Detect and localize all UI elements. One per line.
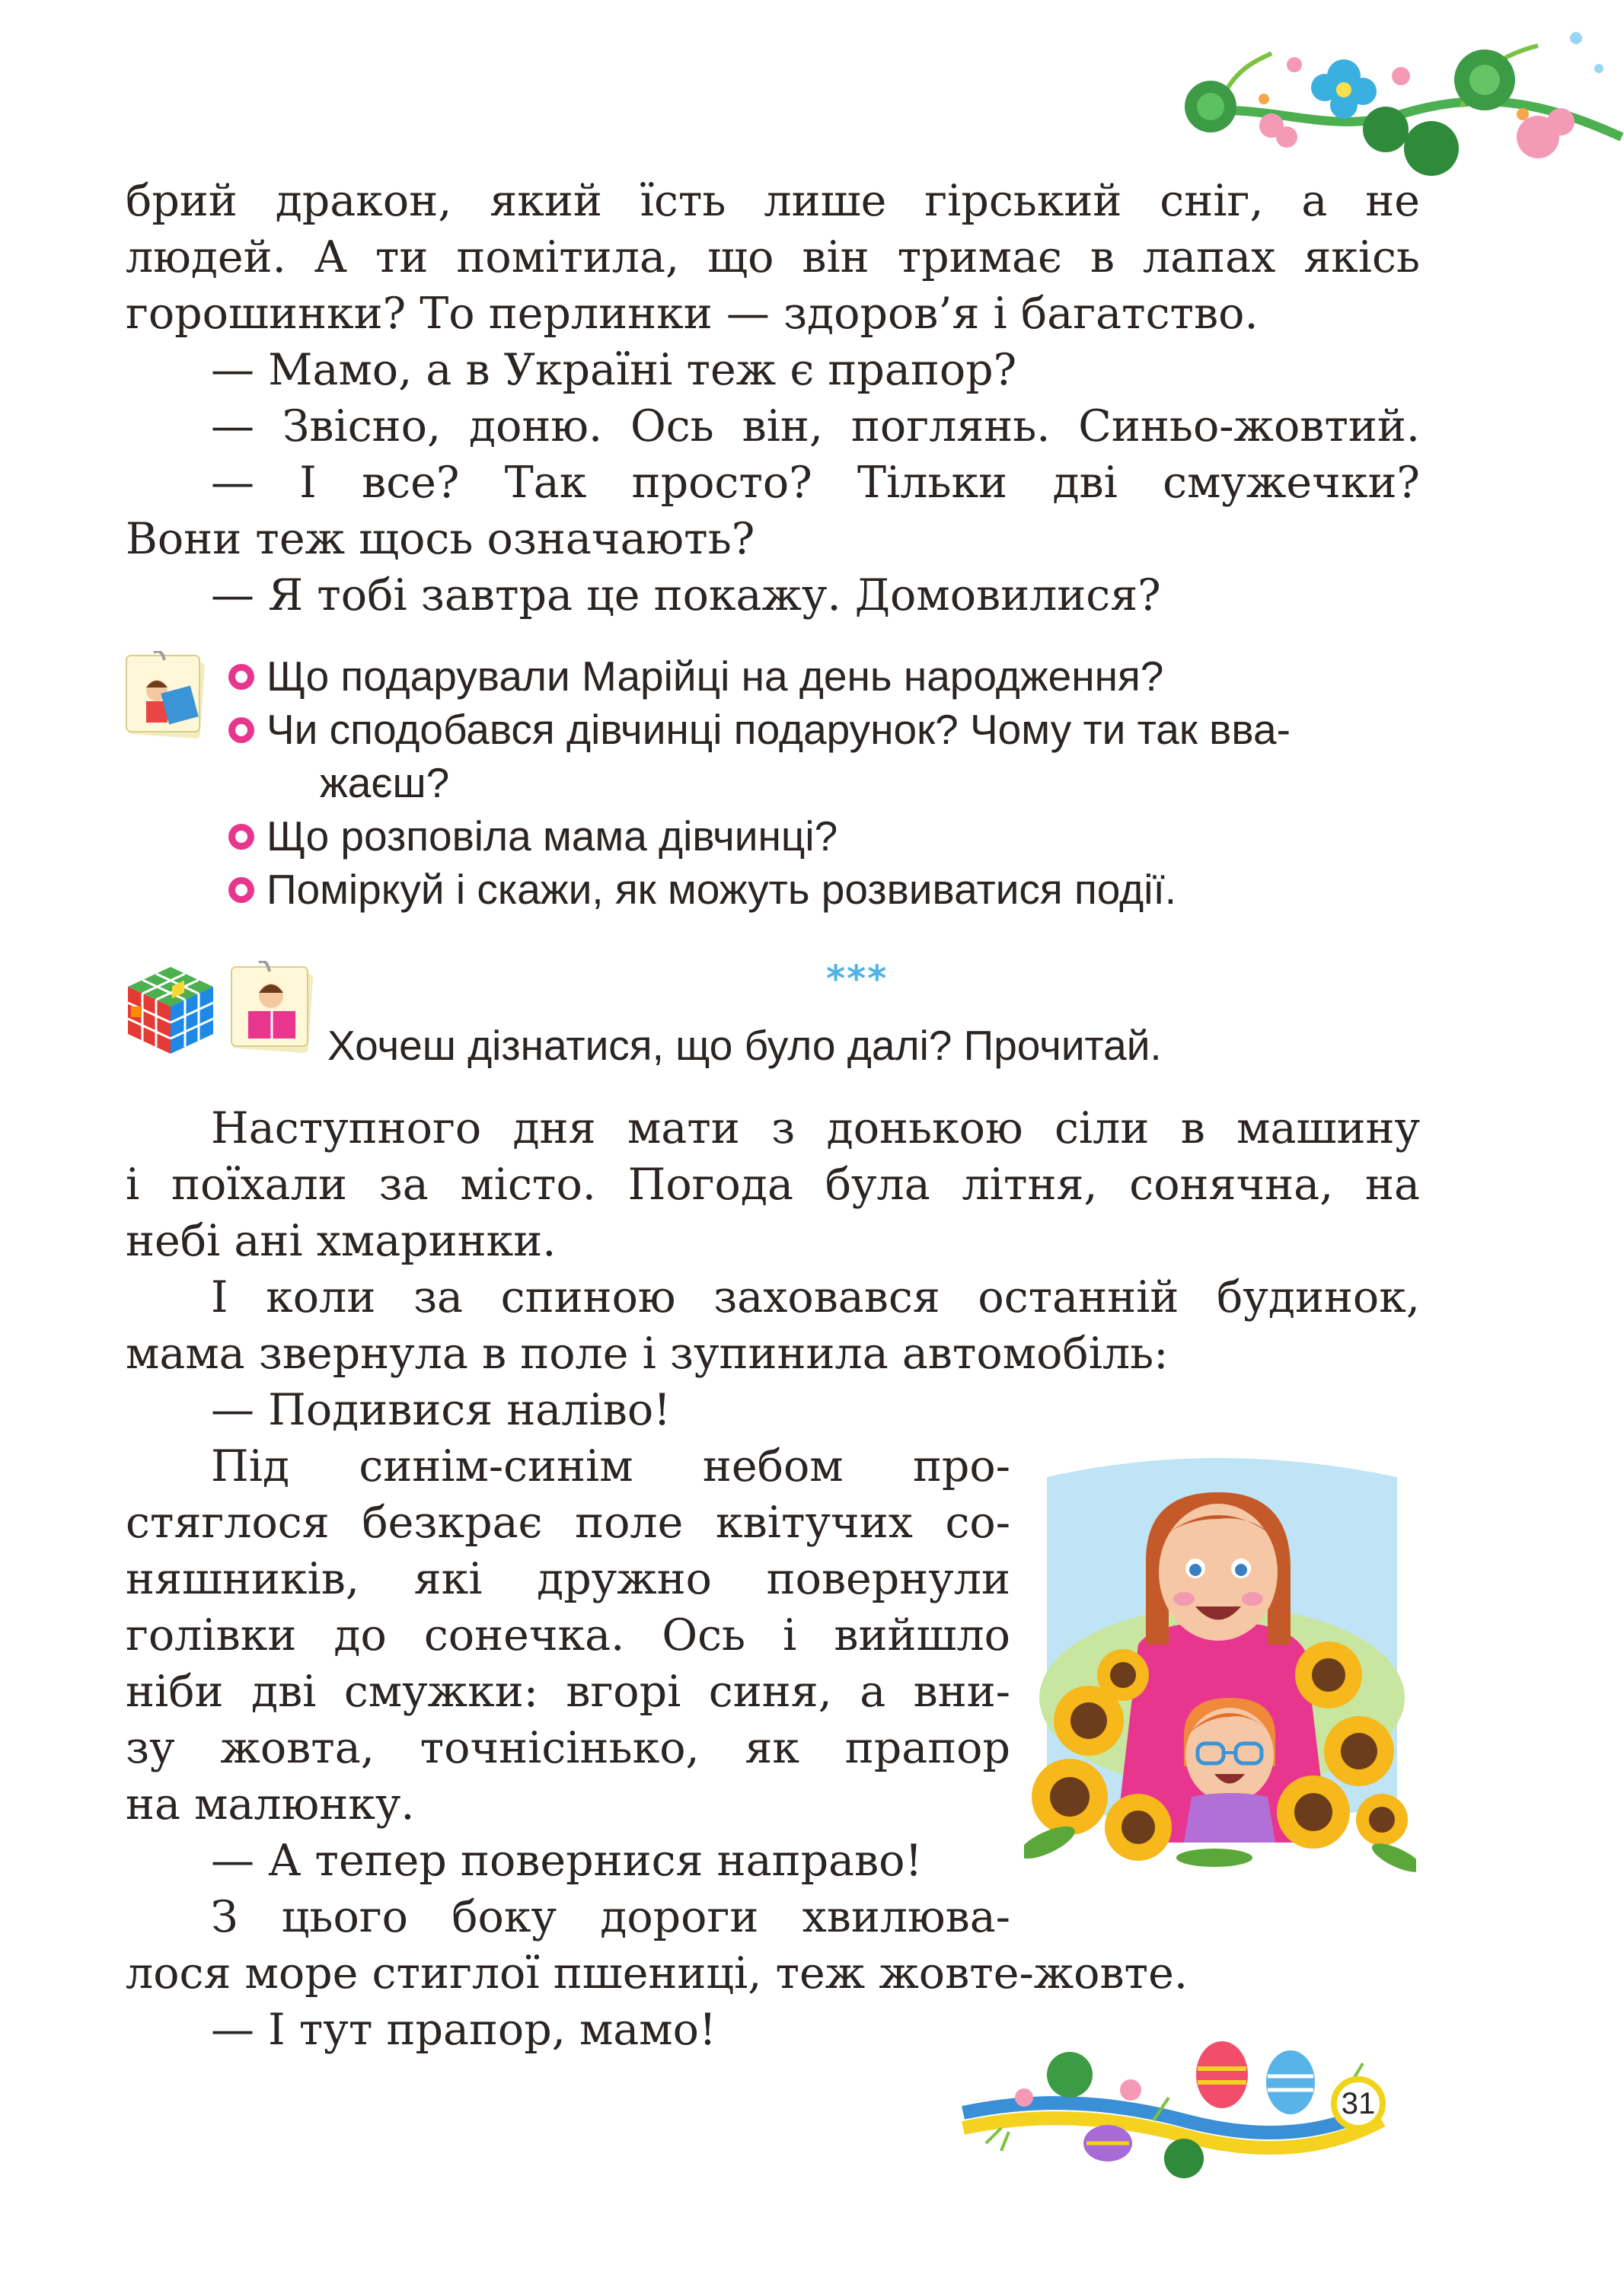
- story-line: — І тут прапор, мамо!: [211, 2005, 716, 2055]
- page-number: 31: [1341, 2086, 1376, 2120]
- story-line: ніби дві смужки: вгорі синя, а вни-: [126, 1667, 1010, 1717]
- story-line: — Звісно, доню. Ось він, поглянь. Синьо-жовтий.: [211, 401, 1420, 451]
- question-item: Поміркуй і скажи, як можуть розвиватися події.: [266, 866, 1177, 913]
- story-line: людей. А ти помітила, що він тримає в лапах якісь: [126, 232, 1420, 282]
- bullet-icon: [228, 824, 254, 850]
- story-line: — І все? Так просто? Тільки дві смужечки?: [211, 458, 1420, 508]
- section-separator: ***: [826, 958, 889, 1000]
- story-line: мама звернула в поле і зупинила автомобіль:: [126, 1329, 1169, 1379]
- story-line: небі ані хмаринки.: [126, 1216, 557, 1266]
- story-line: стяглося безкрає поле квітучих со-: [126, 1498, 1010, 1548]
- story-line: — Подивися наліво!: [211, 1385, 672, 1435]
- story-line: І коли за спиною заховався останній будинок,: [211, 1272, 1420, 1322]
- story-line: і поїхали за місто. Погода була літня, сонячна, на: [126, 1160, 1420, 1210]
- question-item: Що подарували Марійці на день народження?: [266, 652, 1164, 700]
- question-item: Чи сподобався дівчинці подарунок? Чому ти так вва-: [266, 706, 1291, 753]
- story-line: — Мамо, а в Україні теж є прапор?: [211, 345, 1017, 395]
- child-reading-icon: [123, 651, 207, 742]
- story-line: Наступного дня мати з донькою сіли в машину: [211, 1103, 1420, 1153]
- story-line: Під синім-синім небом про-: [211, 1441, 1010, 1492]
- question-item: Що розповіла мама дівчинці?: [266, 812, 838, 860]
- story-line: — Я тобі завтра це покажу. Домовилися?: [211, 570, 1161, 621]
- child-reading-icon: [227, 961, 318, 1058]
- story-line: лося море стиглої пшениці, теж жовте-жовте.: [126, 1948, 1188, 1999]
- reading-prompt: Хочеш дізнатися, що було далі? Прочитай.: [327, 1022, 1162, 1069]
- story-line: брий дракон, який їсть лише гірський сніг, а не: [126, 176, 1420, 226]
- story-line: голівки до сонечка. Ось і вийшло: [126, 1610, 1010, 1661]
- page-number-badge: [1331, 2076, 1386, 2131]
- story-line: — А тепер повернися направо!: [211, 1836, 923, 1886]
- story-line: З цього боку дороги хвилюва-: [211, 1892, 1010, 1942]
- floral-vine-decoration: [1173, 23, 1624, 183]
- mother-daughter-sunflowers-illustration: [1024, 1447, 1416, 1873]
- bullet-icon: [228, 664, 254, 690]
- rubiks-cube-icon: [122, 961, 219, 1058]
- story-line: на малюнку.: [126, 1779, 415, 1830]
- story-line: зу жовта, точнісінько, як прапор: [126, 1723, 1010, 1773]
- story-line: горошинки? То перлинки — здоров’я і багатство.: [126, 289, 1259, 339]
- question-item-continuation: жаєш?: [320, 759, 450, 806]
- bullet-icon: [228, 877, 254, 903]
- story-line: няшників, які дружно повернули: [126, 1554, 1010, 1604]
- bullet-icon: [228, 717, 254, 743]
- story-line: Вони теж щось означають?: [126, 514, 755, 564]
